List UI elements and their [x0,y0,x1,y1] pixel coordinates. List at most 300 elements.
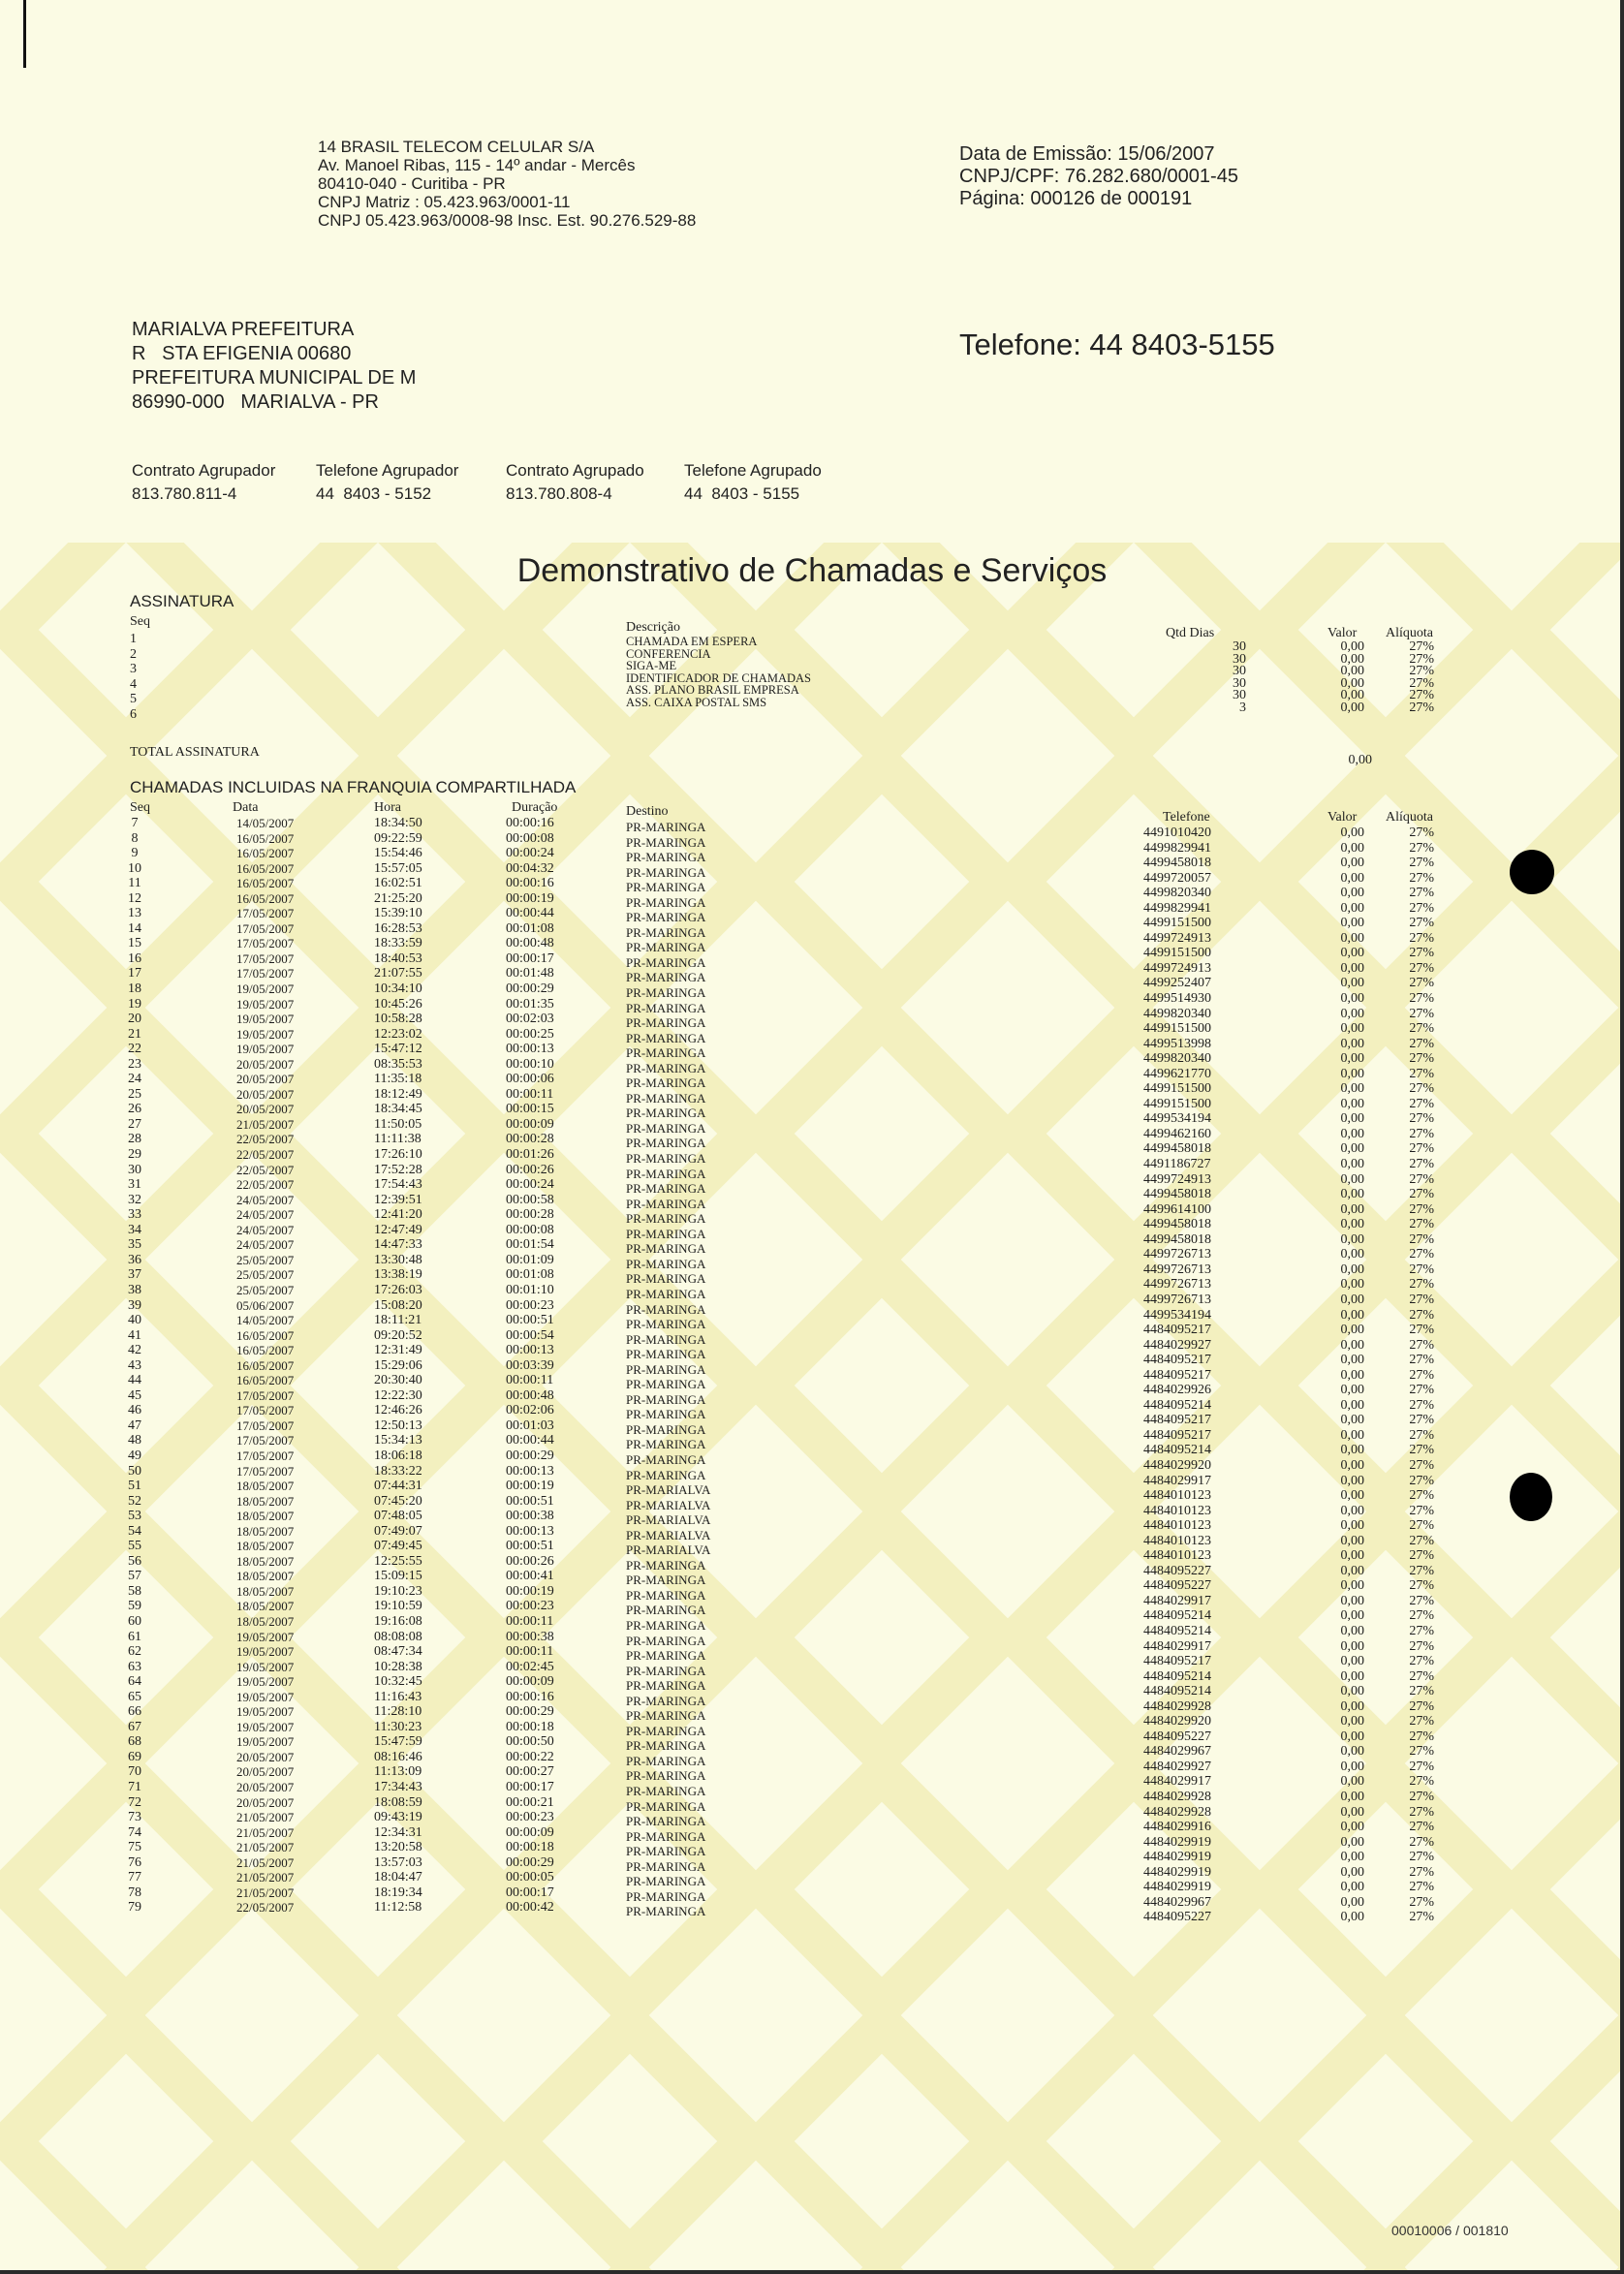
call-row-duracao: 00:01:35 [506,996,554,1012]
call-row-hora: 07:49:07 [374,1523,422,1539]
call-row-aliquota: 27% [1409,1187,1434,1202]
call-row-data: 24/05/2007 [236,1222,295,1237]
assinatura-row-descricao: SIGA-ME [626,659,677,673]
call-row-valor: 0,00 [1340,1548,1364,1564]
call-row-telefone: 4484095214 [1143,1443,1211,1458]
call-row-data: 17/05/2007 [236,1403,295,1418]
call-row-hora: 12:22:30 [374,1387,422,1403]
call-row-aliquota: 27% [1409,1864,1434,1880]
call-row-destino: PR-MARINGA [626,985,706,1001]
call-row-data: 21/05/2007 [236,1854,295,1870]
call-row-hora: 09:20:52 [374,1327,422,1343]
call-row-seq: 38 [128,1282,141,1297]
call-row-hora: 08:08:08 [374,1629,422,1644]
call-row-destino: PR-MARINGA [626,1211,706,1227]
call-row-hora: 12:31:49 [374,1343,422,1358]
call-row-valor: 0,00 [1340,1171,1364,1187]
call-row-valor: 0,00 [1340,856,1364,871]
valor-column [1324,825,1364,1925]
call-row-data: 20/05/2007 [236,1780,295,1794]
call-row-telefone: 4499458018 [1143,856,1211,871]
call-row-valor: 0,00 [1340,1804,1364,1820]
call-row-duracao: 00:00:10 [506,1056,554,1072]
call-row-duracao: 00:00:15 [506,1102,554,1117]
call-row-valor: 0,00 [1340,1157,1364,1172]
call-row-valor: 0,00 [1340,1066,1364,1081]
call-row-destino: PR-MARINGA [626,1798,706,1814]
call-row-duracao: 00:01:09 [506,1252,554,1267]
col-header-aliquota: Alíquota [1386,810,1433,825]
call-row-destino: PR-MARINGA [626,1603,706,1618]
contract-agrupador-label: Contrato Agrupador [132,461,276,480]
call-row-data: 18/05/2007 [236,1553,295,1569]
call-row-telefone: 4499534194 [1143,1111,1211,1127]
call-row-data: 16/05/2007 [236,846,295,861]
call-row-valor: 0,00 [1340,1503,1364,1518]
call-row-hora: 18:33:59 [374,936,422,951]
call-row-destino: PR-MARINGA [626,1451,706,1467]
call-row-valor: 0,00 [1340,930,1364,946]
call-row-seq: 24 [128,1072,141,1087]
call-row-hora: 15:47:59 [374,1734,422,1750]
call-row-aliquota: 27% [1409,1668,1434,1684]
assinatura-qty-header: Qtd Dias [1166,626,1215,640]
call-row-seq: 49 [128,1448,141,1463]
call-row-duracao: 00:00:29 [506,1704,554,1720]
punch-hole-bottom [1510,1473,1552,1521]
call-row-data: 18/05/2007 [236,1613,295,1629]
telefone-column [1143,825,1211,1925]
call-row-data: 17/05/2007 [236,1417,295,1433]
call-row-duracao: 00:00:11 [506,1644,554,1660]
call-row-telefone: 4484029919 [1143,1880,1211,1895]
call-row-aliquota: 27% [1409,1790,1434,1804]
call-row-hora: 14:47:33 [374,1237,422,1253]
call-row-data: 18/05/2007 [236,1523,295,1539]
call-row-duracao: 00:00:13 [506,1042,554,1057]
call-row-hora: 15:09:15 [374,1569,422,1584]
call-row-valor: 0,00 [1340,1397,1364,1413]
call-row-seq: 59 [128,1599,141,1614]
call-row-telefone: 4499820340 [1143,886,1211,901]
call-row-aliquota: 27% [1409,1473,1434,1488]
call-row-destino: PR-MARINGA [626,834,706,850]
call-row-data: 20/05/2007 [236,1086,295,1102]
call-row-duracao: 00:00:24 [506,846,554,861]
call-row-duracao: 00:00:11 [506,1373,554,1388]
call-row-duracao: 00:00:09 [506,1674,554,1690]
call-row-destino: PR-MARINGA [626,1241,706,1257]
call-row-destino: PR-MARINGA [626,924,706,940]
call-row-duracao: 00:00:51 [506,1539,554,1554]
call-row-duracao: 00:00:09 [506,1116,554,1132]
call-row-valor: 0,00 [1340,1323,1364,1338]
customer-name: MARIALVA PREFEITURA [132,319,355,340]
call-row-valor: 0,00 [1340,1744,1364,1760]
call-row-valor: 0,00 [1340,1051,1364,1067]
call-row-hora: 13:20:58 [374,1840,422,1855]
customer-dept: PREFEITURA MUNICIPAL DE M [132,367,417,389]
call-row-telefone: 4484095214 [1143,1608,1211,1624]
call-row-hora: 12:41:20 [374,1207,422,1223]
call-row-hora: 15:57:05 [374,860,422,876]
call-row-seq: 74 [128,1824,141,1840]
call-row-data: 19/05/2007 [236,1674,295,1690]
call-row-destino: PR-MARIALVA [626,1542,711,1558]
call-row-seq: 51 [128,1479,141,1494]
telefone-agrupador-value: 44 8403 - 5152 [316,484,432,503]
call-row-seq: 37 [128,1267,141,1283]
call-row-data: 18/05/2007 [236,1599,295,1614]
call-row-destino: PR-MARINGA [626,1136,706,1151]
call-row-data: 17/05/2007 [236,950,295,966]
call-row-duracao: 00:04:32 [506,860,554,876]
call-row-duracao: 00:00:54 [506,1327,554,1343]
call-row-duracao: 00:00:17 [506,1885,554,1900]
call-row-seq: 60 [128,1613,141,1629]
call-row-valor: 0,00 [1340,1698,1364,1714]
data-column [236,816,294,1916]
call-row-duracao: 00:00:50 [506,1734,554,1750]
call-row-seq: 48 [128,1433,141,1449]
assinatura-row-aliquota: 27% [1409,675,1434,691]
call-row-data: 17/05/2007 [236,1463,295,1479]
call-row-data: 19/05/2007 [236,1042,295,1057]
call-row-destino: PR-MARINGA [626,1557,706,1573]
call-row-duracao: 00:00:11 [506,1086,554,1102]
call-row-aliquota: 27% [1409,976,1434,991]
call-row-aliquota: 27% [1409,1850,1434,1865]
call-row-duracao: 00:00:23 [506,1599,554,1614]
call-row-aliquota: 27% [1409,1563,1434,1578]
call-row-seq: 28 [128,1132,141,1147]
call-row-destino: PR-MARINGA [626,1377,706,1392]
punch-hole-top [1510,850,1554,894]
company-cnpj-insc: CNPJ 05.423.963/0008-98 Insc. Est. 90.276.529-88 [318,211,697,230]
issue-block [959,143,1238,210]
telefone-agrupador-label: Telefone Agrupador [316,461,459,480]
call-row-telefone: 4491010420 [1143,825,1211,840]
call-row-aliquota: 27% [1409,1277,1434,1293]
assinatura-row-aliquota: 27% [1409,639,1434,654]
call-row-valor: 0,00 [1340,1488,1364,1504]
assinatura-row-descricao: ASS. PLANO BRASIL EMPRESA [626,683,799,698]
call-row-valor: 0,00 [1340,916,1364,931]
assinatura-aliquota-header: Alíquota [1386,626,1433,640]
call-row-hora: 15:47:12 [374,1042,422,1057]
call-row-valor: 0,00 [1340,1353,1364,1368]
call-row-aliquota: 27% [1409,1337,1434,1353]
call-row-data: 20/05/2007 [236,1102,295,1117]
assinatura-row-aliquota: 27% [1409,700,1434,715]
call-row-destino: PR-MARINGA [626,1437,706,1452]
call-row-seq: 9 [131,846,139,861]
call-row-destino: PR-MARINGA [626,1888,706,1904]
call-row-valor: 0,00 [1340,1413,1364,1428]
call-row-duracao: 00:00:19 [506,1583,554,1599]
call-row-data: 20/05/2007 [236,1749,295,1764]
call-row-aliquota: 27% [1409,1457,1434,1473]
call-row-hora: 11:30:23 [374,1719,422,1734]
call-row-telefone: 4484029916 [1143,1820,1211,1835]
call-row-data: 22/05/2007 [236,1900,295,1916]
call-row-destino: PR-MARINGA [626,1828,706,1844]
call-row-duracao: 00:03:39 [506,1357,554,1373]
assinatura-row-qtd-dias: 30 [1233,651,1246,667]
assinatura-desc-column [626,636,811,709]
call-row-duracao: 00:00:38 [506,1629,554,1644]
col-header-hora: Hora [374,800,401,815]
call-row-duracao: 00:00:41 [506,1569,554,1584]
call-row-destino: PR-MARINGA [626,1181,706,1197]
call-row-destino: PR-MARIALVA [626,1497,711,1512]
call-row-aliquota: 27% [1409,870,1434,886]
call-row-data: 18/05/2007 [236,1479,295,1494]
call-row-data: 21/05/2007 [236,1810,295,1825]
call-row-seq: 30 [128,1162,141,1177]
call-row-data: 22/05/2007 [236,1177,295,1193]
call-row-hora: 18:12:49 [374,1086,422,1102]
call-row-aliquota: 27% [1409,1593,1434,1608]
duracao-column [506,816,554,1916]
call-row-data: 22/05/2007 [236,1162,295,1177]
call-row-duracao: 00:00:23 [506,1297,554,1313]
call-row-duracao: 00:00:42 [506,1900,554,1916]
call-row-destino: PR-MARINGA [626,1015,706,1031]
call-row-aliquota: 27% [1409,1880,1434,1895]
call-row-telefone: 4484029920 [1143,1714,1211,1729]
call-row-seq: 33 [128,1207,141,1223]
call-row-duracao: 00:00:16 [506,816,554,830]
document-title: Demonstrativo de Chamadas e Serviços [516,552,1108,589]
issue-cnpj-cpf: CNPJ/CPF: 76.282.680/0001-45 [959,166,1238,187]
contract-agrupado-value: 813.780.808-4 [506,484,612,503]
company-cnpj-matriz: CNPJ Matriz : 05.423.963/0001-11 [318,193,571,211]
telefone-agrupado-label: Telefone Agrupado [684,461,822,480]
call-row-hora: 18:34:50 [374,816,422,830]
contract-agrupador [132,459,275,506]
call-row-data: 16/05/2007 [236,890,295,906]
call-row-data: 16/05/2007 [236,1373,295,1388]
call-row-telefone: 4484029919 [1143,1864,1211,1880]
col-header-telefone: Telefone [1163,810,1210,825]
call-row-valor: 0,00 [1340,1864,1364,1880]
call-row-duracao: 00:00:19 [506,890,554,906]
call-row-hora: 20:30:40 [374,1373,422,1388]
call-row-aliquota: 27% [1409,1623,1434,1638]
call-row-aliquota: 27% [1409,900,1434,916]
call-row-aliquota: 27% [1409,1021,1434,1037]
call-row-destino: PR-MARINGA [626,864,706,880]
call-row-hora: 08:47:34 [374,1644,422,1660]
call-row-duracao: 00:00:23 [506,1810,554,1825]
call-row-valor: 0,00 [1340,1277,1364,1293]
call-row-duracao: 00:00:25 [506,1026,554,1042]
call-row-data: 21/05/2007 [236,1870,295,1885]
call-row-seq: 11 [128,876,141,891]
call-row-data: 19/05/2007 [236,1629,295,1644]
call-row-data: 20/05/2007 [236,1072,295,1087]
call-row-data: 16/05/2007 [236,1327,295,1343]
company-cep: 80410-040 - Curitiba - PR [318,174,506,193]
call-row-duracao: 00:00:13 [506,1343,554,1358]
call-row-valor: 0,00 [1340,1593,1364,1608]
call-row-duracao: 00:00:38 [506,1509,554,1524]
call-row-destino: PR-MARINGA [626,1331,706,1347]
call-row-aliquota: 27% [1409,1427,1434,1443]
call-row-destino: PR-MARINGA [626,1030,706,1045]
assinatura-total-value: 0,00 [1348,753,1372,767]
call-row-duracao: 00:00:08 [506,1222,554,1237]
call-row-valor: 0,00 [1340,886,1364,901]
assinatura-desc-header: Descrição [626,620,680,635]
call-row-duracao: 00:00:26 [506,1162,554,1177]
call-row-data: 16/05/2007 [236,876,295,891]
call-row-seq: 66 [128,1704,141,1720]
call-row-seq: 19 [128,996,141,1012]
call-row-seq: 47 [128,1417,141,1433]
call-row-hora: 16:28:53 [374,920,422,936]
call-row-aliquota: 27% [1409,1367,1434,1383]
assinatura-row-qtd-dias: 30 [1233,675,1246,691]
call-row-telefone: 4484029920 [1143,1457,1211,1473]
assinatura-row-aliquota: 27% [1409,688,1434,703]
call-row-telefone: 4484029917 [1143,1638,1211,1654]
call-row-data: 25/05/2007 [236,1252,295,1267]
call-row-aliquota: 27% [1409,1036,1434,1051]
call-row-hora: 10:45:26 [374,996,422,1012]
call-row-seq: 40 [128,1313,141,1328]
call-row-valor: 0,00 [1340,960,1364,976]
call-row-aliquota: 27% [1409,1081,1434,1097]
call-row-aliquota: 27% [1409,1533,1434,1548]
call-row-valor: 0,00 [1340,1141,1364,1157]
assinatura-row-valor: 0,00 [1340,688,1364,703]
call-row-data: 21/05/2007 [236,1824,295,1840]
call-row-hora: 10:28:38 [374,1659,422,1674]
call-row-destino: PR-MARINGA [626,894,706,910]
call-row-telefone: 4484029928 [1143,1804,1211,1820]
call-row-aliquota: 27% [1409,1217,1434,1232]
call-row-valor: 0,00 [1340,825,1364,840]
call-row-destino: PR-MARINGA [626,1648,706,1664]
call-row-telefone: 4499458018 [1143,1141,1211,1157]
call-row-telefone: 4499726713 [1143,1292,1211,1307]
call-row-destino: PR-MARIALVA [626,1527,711,1542]
call-row-telefone: 4499621770 [1143,1066,1211,1081]
call-row-hora: 11:28:10 [374,1704,422,1720]
call-row-hora: 18:11:21 [374,1313,422,1328]
call-row-valor: 0,00 [1340,1638,1364,1654]
call-row-telefone: 4484029927 [1143,1759,1211,1774]
call-row-valor: 0,00 [1340,1894,1364,1910]
call-row-destino: PR-MARINGA [626,1090,706,1106]
destino-column [626,820,710,1919]
call-row-duracao: 00:00:44 [506,906,554,921]
call-row-aliquota: 27% [1409,1157,1434,1172]
call-row-seq: 41 [128,1327,141,1343]
call-row-seq: 12 [128,890,141,906]
call-row-valor: 0,00 [1340,1623,1364,1638]
call-row-valor: 0,00 [1340,1714,1364,1729]
call-row-valor: 0,00 [1340,976,1364,991]
assinatura-row-valor: 0,00 [1340,700,1364,715]
call-row-valor: 0,00 [1340,1096,1364,1111]
call-row-seq: 18 [128,981,141,997]
call-row-duracao: 00:00:28 [506,1132,554,1147]
assinatura-seq-header: Seq [130,614,150,629]
call-row-destino: PR-MARINGA [626,1874,706,1889]
call-row-hora: 10:34:10 [374,981,422,997]
assinatura-row-aliquota: 27% [1409,664,1434,679]
call-row-valor: 0,00 [1340,991,1364,1007]
call-row-telefone: 4484095227 [1143,1910,1211,1925]
call-row-data: 25/05/2007 [236,1282,295,1297]
call-row-telefone: 4484095214 [1143,1397,1211,1413]
call-row-seq: 45 [128,1387,141,1403]
call-row-data: 05/06/2007 [236,1297,295,1313]
call-row-aliquota: 27% [1409,825,1434,840]
assinatura-row-seq: 5 [130,692,137,707]
call-row-destino: PR-MARINGA [626,1317,706,1332]
call-row-duracao: 00:00:13 [506,1463,554,1479]
call-row-aliquota: 27% [1409,1247,1434,1262]
call-row-destino: PR-MARINGA [626,1753,706,1768]
call-row-seq: 55 [128,1539,141,1554]
call-row-aliquota: 27% [1409,1323,1434,1338]
call-row-seq: 57 [128,1569,141,1584]
call-row-duracao: 00:00:09 [506,1824,554,1840]
call-row-duracao: 00:00:17 [506,1780,554,1794]
assinatura-row-seq: 1 [130,632,137,646]
call-row-duracao: 00:00:22 [506,1749,554,1764]
call-row-seq: 17 [128,966,141,981]
call-row-telefone: 4484095217 [1143,1427,1211,1443]
call-row-seq: 64 [128,1674,141,1690]
call-row-hora: 16:02:51 [374,876,422,891]
call-row-aliquota: 27% [1409,1141,1434,1157]
call-row-telefone: 4499151500 [1143,1021,1211,1037]
call-row-destino: PR-MARINGA [626,1663,706,1678]
call-row-hora: 07:49:45 [374,1539,422,1554]
call-row-seq: 65 [128,1689,141,1704]
call-row-telefone: 4484095214 [1143,1668,1211,1684]
call-row-telefone: 4484029967 [1143,1894,1211,1910]
call-row-aliquota: 27% [1409,991,1434,1007]
call-row-seq: 21 [128,1026,141,1042]
call-row-destino: PR-MARINGA [626,1196,706,1211]
call-row-aliquota: 27% [1409,1096,1434,1111]
call-row-data: 16/05/2007 [236,1357,295,1373]
assinatura-row-descricao: IDENTIFICADOR DE CHAMADAS [626,670,811,685]
call-row-valor: 0,00 [1340,1880,1364,1895]
call-row-telefone: 4499151500 [1143,1096,1211,1111]
call-row-telefone: 4499458018 [1143,1231,1211,1247]
call-row-aliquota: 27% [1409,1503,1434,1518]
call-row-hora: 18:19:34 [374,1885,422,1900]
call-row-destino: PR-MARINGA [626,820,706,834]
call-row-aliquota: 27% [1409,1518,1434,1534]
call-row-destino: PR-MARINGA [626,1738,706,1754]
call-row-hora: 11:35:18 [374,1072,422,1087]
call-row-hora: 18:40:53 [374,950,422,966]
call-row-seq: 78 [128,1885,141,1900]
call-row-hora: 11:12:58 [374,1900,422,1916]
call-row-destino: PR-MARINGA [626,1347,706,1362]
call-row-hora: 17:34:43 [374,1780,422,1794]
call-row-valor: 0,00 [1340,1654,1364,1669]
call-row-aliquota: 27% [1409,1292,1434,1307]
